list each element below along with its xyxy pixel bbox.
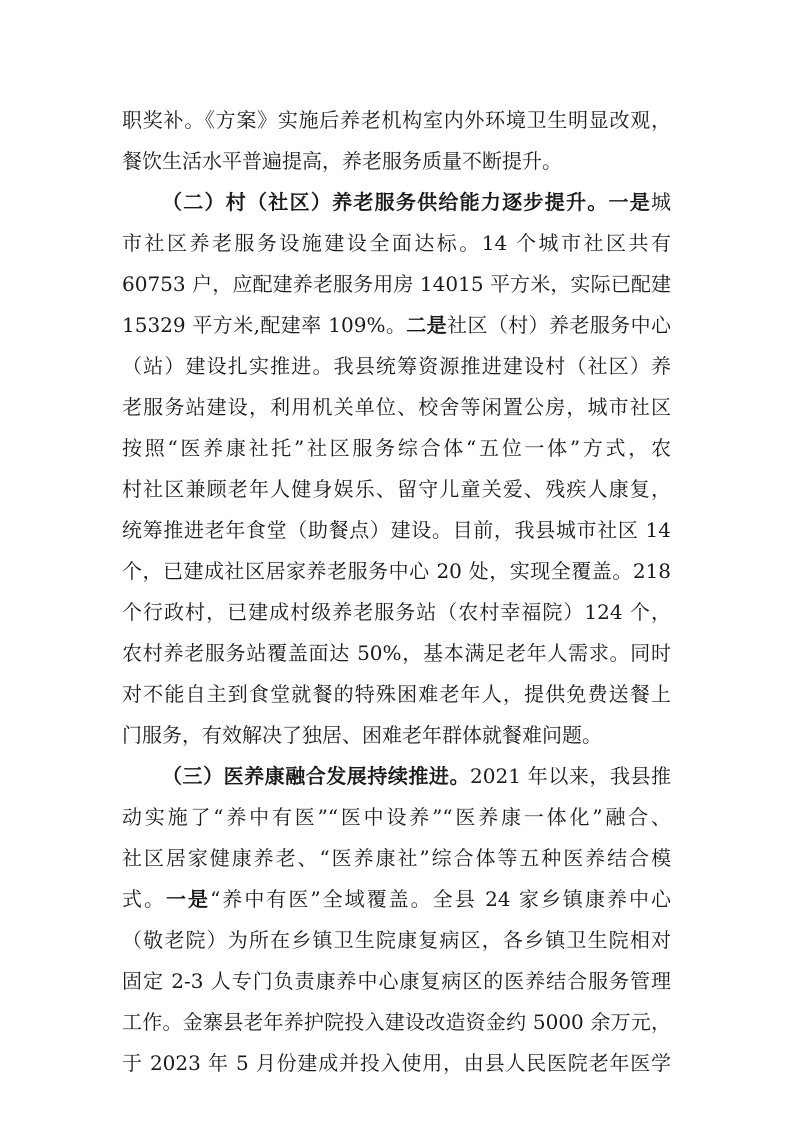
text-run: （敬老院）为所在乡镇卫生院康复病区，各乡镇卫生院相对: [122, 928, 671, 952]
text-line: [122, 264, 671, 304]
text-line: [122, 1002, 671, 1042]
text-line: [122, 387, 671, 427]
text-line: [122, 223, 671, 263]
text-run: 职奖补。《方案》实施后养老机构室内外环境卫生明显改观，: [122, 108, 671, 132]
text-line: [122, 961, 671, 1001]
text-run: 对不能自主到食堂就餐的特殊困难老年人，提供免费送餐上: [122, 682, 671, 706]
text-run: “养中有医”全域覆盖。全县 24 家乡镇康养中心: [210, 887, 671, 911]
text-run: 老服务站建设，利用机关单位、校舍等闲置公房，城市社区: [122, 395, 671, 419]
text-line: [122, 715, 671, 755]
section-heading-line: [162, 182, 671, 222]
text-run: 工作。金寨县老年养护院投入建设改造资金约 5000 余万元，: [122, 1010, 671, 1034]
section-heading-line: [162, 756, 671, 796]
emphasis-run: 二是: [406, 313, 448, 337]
text-run: 城: [651, 190, 672, 214]
text-run: 于 2023 年 5 月份建成并投入使用，由县人民医院老年医学: [122, 1051, 671, 1075]
text-run: 式。: [122, 887, 167, 911]
text-line: [122, 592, 671, 632]
emphasis-run: 一是: [608, 190, 652, 214]
text-run: 个，已建成社区居家养老服务中心 20 处，实现全覆盖。218: [122, 559, 671, 583]
section-heading: （三）医养康融合发展持续推进。: [162, 764, 471, 788]
text-run: 市社区养老服务设施建设全面达标。14 个城市社区共有: [122, 231, 671, 255]
text-line: [122, 469, 671, 509]
text-run: （站）建设扎实推进。我县统筹资源推进建设村（社区）养: [122, 354, 671, 378]
text-run: 按照“医养康社托”社区服务综合体“五位一体”方式，农: [122, 436, 671, 460]
text-run: 2021 年以来，我县推: [470, 764, 672, 788]
text-run: 固定 2-3 人专门负责康养中心康复病区的医养结合服务管理: [122, 969, 671, 993]
text-line: [122, 305, 671, 345]
text-line: [122, 510, 671, 550]
text-line: [122, 1043, 671, 1083]
text-run: 60753 户，应配建养老服务用房 14015 平方米，实际已配建: [122, 272, 671, 296]
text-run: 统筹推进老年食堂（助餐点）建设。目前，我县城市社区 14: [122, 518, 671, 542]
text-run: 社区居家健康养老、“医养康社”综合体等五种医养结合模: [122, 846, 671, 870]
text-run: 餐饮生活水平普遍提高，养老服务质量不断提升。: [122, 149, 562, 173]
text-line: [122, 141, 671, 181]
text-line: [122, 838, 671, 878]
text-line: [122, 100, 671, 140]
text-line: [122, 920, 671, 960]
text-run: 农村养老服务站覆盖面达 50%，基本满足老年人需求。同时: [122, 641, 671, 665]
text-run: 个行政村，已建成村级养老服务站（农村幸福院）124 个，: [122, 600, 671, 624]
section-heading: （二）村（社区）养老服务供给能力逐步提升。: [162, 190, 609, 214]
text-line: [122, 879, 671, 919]
text-line: [122, 797, 671, 837]
text-line: [122, 551, 671, 591]
text-line: [122, 346, 671, 386]
text-line: [122, 428, 671, 468]
text-line: [122, 633, 671, 673]
text-line: [122, 674, 671, 714]
text-run: 动实施了“养中有医”“医中设养”“医养康一体化”融合、: [122, 805, 671, 829]
emphasis-run: 一是: [166, 887, 211, 911]
text-run: 15329 平方米,配建率 109%。: [122, 313, 407, 337]
text-run: 村社区兼顾老年人健身娱乐、留守儿童关爱、残疾人康复，: [122, 477, 671, 501]
text-run: 门服务，有效解决了独居、困难老年群体就餐难问题。: [122, 723, 602, 747]
text-run: 社区（村）养老服务中心: [447, 313, 672, 337]
